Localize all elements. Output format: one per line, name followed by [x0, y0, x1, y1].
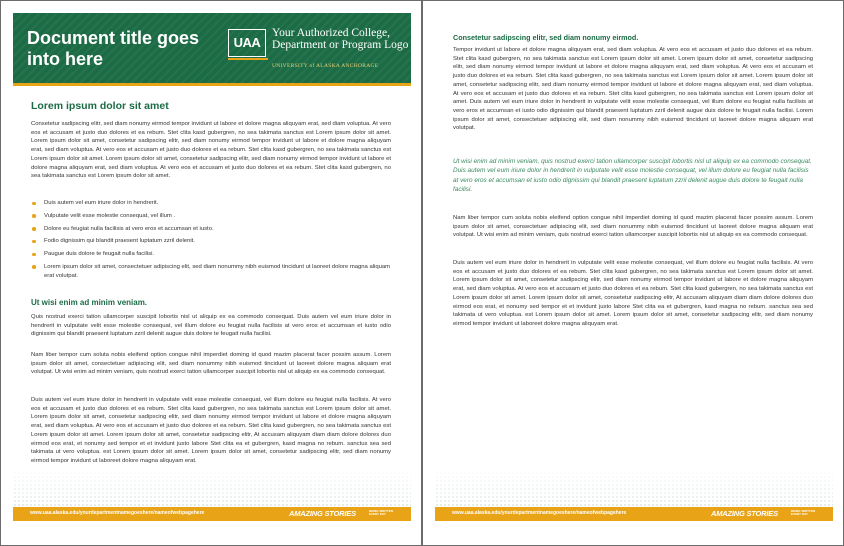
footer-url-link[interactable]: www.uaa.alaska.edu/yourdepartmentnamegoeshere/nameofwebpagehere	[30, 510, 205, 516]
pull-quote: Ut wisi enim ad minim veniam, quis nostrud exerci tation ullamcorper suscipit lobortis nisl ut aliquip ex ea commodo consequat. Duis autem vel eum iriure dolor in hendrerit in vulputate velit esse molestie consequat, vel illum dolore eu feugiat nulla facilisis at vero eros et accumsan et iusto odio dignissim qui blandit praesent luptatum zzril delenit augue duis dolore te feugait nulla facilisi.	[453, 158, 812, 194]
list-item: Duis autem vel eum iriure dolor in hendrerit.	[31, 199, 391, 208]
intro-paragraph: Consetetur sadipscing elitr, sed diam nonumy eirmod tempor invidunt ut labore et dolore magna aliquyam erat, sed diam voluptua. At vero eos et accusam et justo duo dolores et ea rebum. Stet clita kasd gubergren, no sea takimata sanctus est Lorem ipsum dolor sit amet. Lorem ipsum dolor sit amet, consetetur sadipscing elitr, sed diam nonumy eirmod tempor invidunt ut labore et dolore magna aliquyam erat, sed diam voluptua. At vero eos et accusam et justo duo dolores et ea rebum. Stet clita kasd gubergren, no sea takimata sanctus est Lorem ipsum dolor sit amet. Lorem ipsum dolor sit amet, consetetur sadipscing elitr, sed diam nonumy eirmod tempor invidunt ut labore et dolore magna aliquyam erat, sed diam voluptua. At vero eos et accusam et justo duo dolores et ea rebum. Stet clita kasd gubergren, no sea takimata sanctus est Lorem ipsum dolor sit amet.	[31, 121, 391, 180]
footer-bar	[435, 507, 833, 521]
page-2-paragraph-1: Tempor invidunt ut labore et dolore magna aliquyam erat, sed diam voluptua. At vero eos et accusam et justo duo dolores et ea rebum. Stet clita kasd gubergren, no sea takimata sanctus est Lorem ipsum dolor sit amet. Lorem ipsum dolor sit amet, consetetur sadipscing elitr, sed diam nonumy eirmod tempor invidunt ut labore et dolore magna aliquyam erat, sed diam voluptua. At vero eos et accusam et justo duo dolores et ea rebum. Stet clita kasd gubergren, no sea takimata sanctus est Lorem ipsum dolor sit amet. Lorem ipsum dolor sit amet, consetetur sadipscing elitr, sed diam nonumy eirmod tempor invidunt ut labore et dolore magna aliquyam erat, sed diam voluptua. At vero eos et accusam et justo duo dolores et ea rebum. Stet clita kasd gubergren, no sea takimata sanctus est Lorem ipsum dolor sit amet. Duis autem vel eum iriure dolor in hendrerit in vulputate velit esse molestie consequat, vel illum dolore eu feugiat nulla facilisis at vero eros et accumsan et iusto odio dignissim qui blandit praesent luptatum zzril delenit augue duis dolore te feugait nulla facilisi. Lorem ipsum dolor sit amet, consectetuer adipiscing elit, sed diam nonummy nibh euismod tincidunt ut laoreet dolore magna aliquam erat volutpat.	[453, 47, 813, 132]
footer-brand: AMAZING STORIES	[711, 509, 778, 518]
list-item: Fodio dignissim qui blandit praesent luptatum zzril delenit.	[31, 237, 391, 246]
footer-dot-pattern	[13, 467, 411, 507]
logo-subline: UNIVERSITY of ALASKA ANCHORAGE	[272, 63, 379, 69]
page-2-paragraph-3: Duis autem vel eum iriure dolor in hendrerit in vulputate velit esse molestie consequat, vel illum dolore eu feugiat nulla facilisis. At vero eos et accusam et justo duo dolores et ea rebum. Stet clita kasd gubergren, no sea takimata sanctus est Lorem ipsum dolor sit amet. Lorem ipsum dolor sit amet, consetetur sadipscing elitr, sed diam nonumy eirmod tempor invidunt ut labore et dolore magna aliquyam erat, sed diam voluptua. At vero eos et accusam et justo duo dolores et ea rebum. Stet clita kasd gubergren, no sea takimata sanctus est Lorem ipsum dolor sit amet. Lorem ipsum dolor sit amet, consetetur sadipscing elitr, At accusam aliquyam diam diam dolore dolores duo eirmod eos erat, et nonumy sed tempor et et invidunt justo labore Stet clita ea et gubergren, kasd magna no rebum. sanctus sea sed takimata ut vero voluptua. est Lorem ipsum dolor sit amet. Lorem ipsum dolor sit amet, consetetur sadipscing elitr, sed diam nonumy eirmod tempor invidunt ut laboreet dolore magna aliquyam erat.	[453, 260, 813, 327]
page-2	[423, 1, 843, 545]
footer-bar	[13, 507, 411, 521]
subheading: Ut wisi enim ad minim veniam.	[31, 298, 148, 307]
list-item: Vulputate velit esse molestie consequat, vel illum .	[31, 212, 391, 221]
footer-dot-pattern	[435, 467, 833, 507]
logo-line-2: Department or Program Logo	[272, 39, 409, 51]
footer-url-link[interactable]: www.uaa.alaska.edu/yourdepartmentnamegoeshere/nameofwebpagehere	[452, 510, 627, 516]
footer-brand-tagline: BEING WRITTEN EVERY DAY	[791, 508, 815, 516]
section-heading: Lorem ipsum dolor sit amet	[31, 100, 169, 112]
paragraph-2: Quis nostrud exerci tation ullamcorper suscipit lobortis nisl ut aliquip ex ea commodo consequat. Duis autem vel eum iriure dolor in hendrerit in vulputate velit esse molestie consequat, vel illum dolore eu feugiat nulla facilisis at vero eros et accumsan et iusto odio dignissim qui blandit praesent luptatum zzril delenit augue duis dolore te feugait nulla facilisi.	[31, 314, 391, 338]
paragraph-3: Nam liber tempor cum soluta nobis eleifend option congue nihil imperdiet doming id quod mazim placerat facer possim assum. Lorem ipsum dolor sit amet, consectetuer adipiscing elit, sed diam nonummy nibh euismod tincidunt ut laoreet dolore magna aliquam erat volutpat. Ut wisi enim ad minim veniam, quis nostrud exerci tation ullamcorper suscipit lobortis nisl ut aliquip ex ea commodo consequat.	[31, 352, 391, 376]
uaa-logo-mark: UAA	[228, 29, 266, 57]
page-2-heading: Consetetur sadipscing elitr, sed diam nonumy eirmod.	[453, 33, 639, 42]
footer-brand-tagline: BEING WRITTEN EVERY DAY	[369, 508, 393, 516]
list-item: Lorem ipsum dolor sit amet, consectetuer adipiscing elit, sed diam nonummy nibh euismod tincidunt ut laoreet dolore magna aliquam erat volutpat.	[31, 263, 391, 280]
document-title: Document title goes into here	[27, 28, 200, 69]
header-stripe	[13, 83, 411, 86]
footer-brand: AMAZING STORIES	[289, 509, 356, 518]
page-1	[1, 1, 421, 545]
bullet-list	[31, 199, 391, 284]
paragraph-4: Duis autem vel eum iriure dolor in hendrerit in vulputate velit esse molestie consequat, vel illum dolore eu feugiat nulla facilisis. At vero eos et accusam et justo duo dolores et ea rebum. Stet clita kasd gubergren, no sea takimata sanctus est Lorem ipsum dolor sit amet. Lorem ipsum dolor sit amet, consetetur sadipscing elitr, sed diam nonumy eirmod tempor invidunt ut labore et dolore magna aliquyam erat, sed diam voluptua. At vero eos et accusam et justo duo dolores et ea rebum. Stet clita kasd gubergren, no sea takimata sanctus est Lorem ipsum dolor sit amet. Lorem ipsum dolor sit amet, consetetur sadipscing elitr, At accusam aliquyam diam diam dolore dolores duo eirmod eos erat, et nonumy sed tempor et et invidunt justo labore Stet clita ea et gubergren, kasd magna no rebum. sanctus sea sed takimata ut vero voluptua. est Lorem ipsum dolor sit amet. Lorem ipsum dolor sit amet, consetetur sadipscing elitr, sed diam nonumy eirmod tempor invidunt ut laboreet dolore magna aliquyam erat.	[31, 397, 391, 464]
list-item: Dolore eu feugiat nulla facilisis at vero eros et accumsan et iusto.	[31, 225, 391, 234]
logo-underline	[228, 58, 268, 60]
list-item: Paugue duis dolore te feugait nulla facilisi.	[31, 250, 391, 259]
page-2-paragraph-2: Nam liber tempor cum soluta nobis eleifend option congue nihil imperdiet doming id quod mazim placerat facer possim assum. Lorem ipsum dolor sit amet, consectetuer adipiscing elit, sed diam nonummy nibh euismod tincidunt ut laoreet dolore magna aliquam erat volutpat. Ut wisi enim ad minim veniam, quis nostrud exerci tation ullamcorper suscipit lobortis nisl ut aliquip ex ea commodo consequat.	[453, 215, 813, 239]
logo-line-1: Your Authorized College,	[272, 27, 390, 39]
header-banner	[13, 13, 411, 83]
uaa-logo	[228, 27, 408, 67]
logo-text	[272, 27, 412, 51]
